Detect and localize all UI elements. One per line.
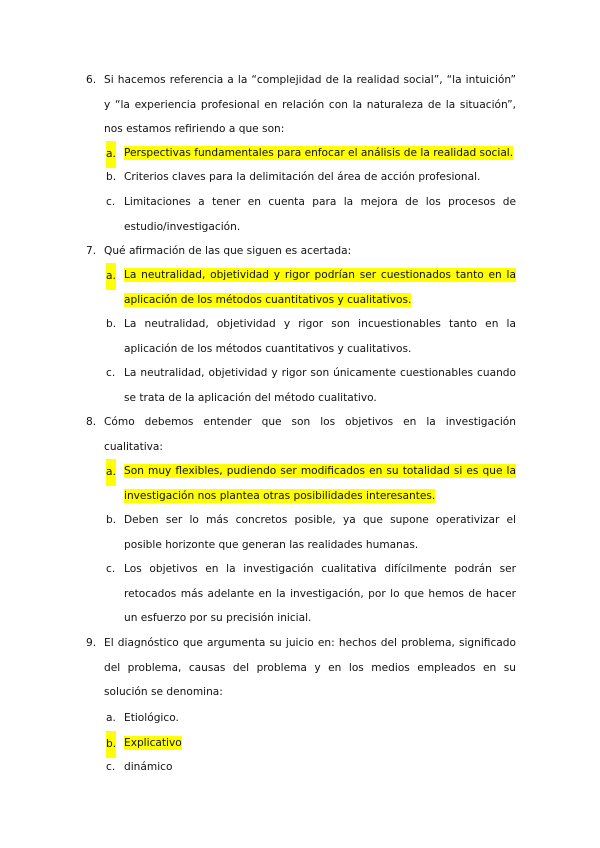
option-text: Limitaciones a tener en cuenta para la mejora de los procesos de estudio/investigación.	[124, 196, 516, 233]
option-letter: b.	[106, 514, 117, 526]
question-number: 6.	[86, 74, 97, 86]
question-text: Cómo debemos entender que son los objetivos en la investigación cualitativa:	[104, 416, 516, 453]
question-8	[86, 410, 516, 459]
question-number: 8.	[86, 416, 97, 428]
question-6	[86, 68, 516, 142]
option-text: Perspectivas fundamentales para enfocar el análisis de la realidad social.	[124, 147, 514, 159]
question-7-option-a	[106, 263, 516, 312]
option-text: dinámico	[124, 761, 173, 773]
option-text: Explicativo	[124, 737, 182, 749]
option-letter: b.	[106, 731, 116, 758]
option-letter: a.	[106, 263, 116, 290]
option-letter: c.	[106, 563, 116, 575]
question-8-option-b	[106, 508, 516, 557]
option-text: La neutralidad, objetividad y rigor son incuestionables tanto en la aplicación de los métodos cuantitativos y cualitativos.	[124, 318, 516, 355]
option-letter: c.	[106, 367, 116, 379]
option-letter: a.	[106, 141, 116, 168]
question-7	[86, 239, 516, 264]
question-number: 7.	[86, 245, 97, 257]
question-6-option-c	[106, 190, 516, 239]
question-7-option-b	[106, 312, 516, 361]
option-letter: c.	[106, 196, 116, 208]
question-6-option-a	[106, 141, 516, 166]
option-letter: b.	[106, 318, 117, 330]
question-6-option-b	[106, 165, 516, 190]
option-text: La neutralidad, objetividad y rigor son únicamente cuestionables cuando se trata de la aplicación del método cualitativo.	[124, 367, 516, 404]
question-9-option-b	[106, 731, 516, 756]
question-9-option-a	[106, 706, 516, 731]
question-7-option-c	[106, 361, 516, 410]
option-text: Criterios claves para la delimitación del área de acción profesional.	[124, 171, 481, 183]
question-text: Qué afirmación de las que siguen es acertada:	[104, 245, 352, 257]
option-letter: a.	[106, 459, 116, 486]
question-8-option-c	[106, 557, 516, 631]
option-letter: b.	[106, 171, 117, 183]
question-9	[86, 631, 516, 705]
question-text: Si hacemos referencia a la “complejidad de la realidad social”, “la intuición” y “la experiencia profesional en relación con la naturaleza de la situación”, nos estamos refiriendo a que son:	[104, 74, 516, 135]
question-9-option-c	[106, 755, 516, 780]
question-8-option-a	[106, 459, 516, 508]
option-text: Etiológico.	[124, 712, 179, 724]
option-text: Deben ser lo más concretos posible, ya que supone operativizar el posible horizonte que generan las realidades humanas.	[124, 514, 516, 551]
question-text: El diagnóstico que argumenta su juicio en: hechos del problema, significado del problema, causas del problema y en los medios empleados en su solución se denomina:	[104, 637, 516, 698]
question-number: 9.	[86, 637, 97, 649]
option-text: Son muy flexibles, pudiendo ser modificados en su totalidad si es que la investigación nos plantea otras posibilidades interesantes.	[124, 465, 516, 502]
option-text: Los objetivos en la investigación cualitativa difícilmente podrán ser retocados más adelante en la investigación, por lo que hemos de hacer un esfuerzo por su precisión inicial.	[124, 563, 516, 624]
option-letter: a.	[106, 712, 116, 724]
option-text: La neutralidad, objetividad y rigor podrían ser cuestionados tanto en la aplicación de los métodos cuantitativos y cualitativos.	[124, 269, 516, 306]
option-letter: c.	[106, 761, 116, 773]
